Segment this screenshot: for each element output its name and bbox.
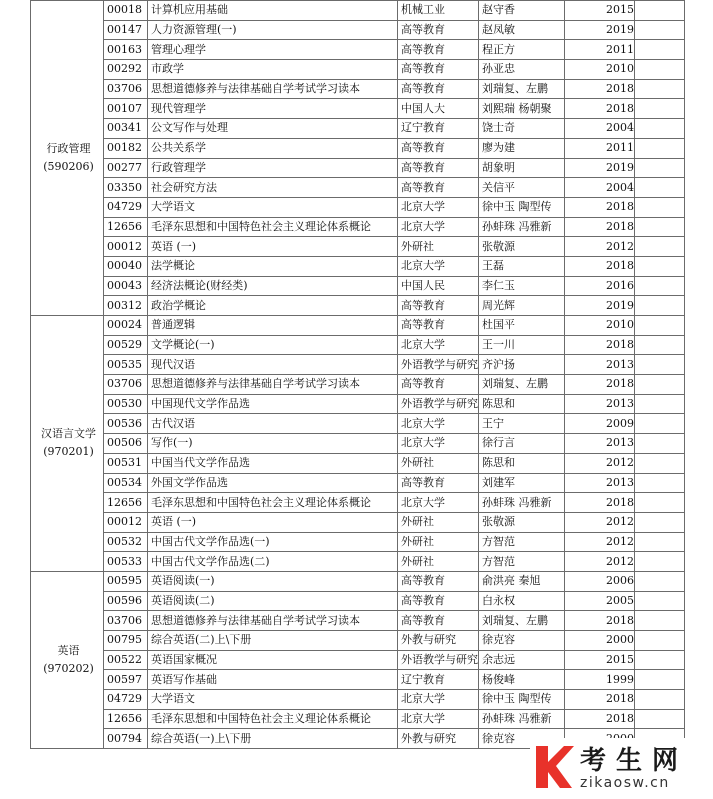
year-cell: 2012	[565, 532, 635, 552]
publisher-cell: 外研社	[398, 453, 479, 473]
empty-cell	[635, 434, 685, 454]
course-name-cell: 古代汉语	[148, 414, 398, 434]
author-cell: 程正方	[479, 40, 565, 60]
author-cell: 李仁玉	[479, 276, 565, 296]
empty-cell	[635, 571, 685, 591]
table-row	[31, 138, 685, 158]
publisher-cell: 中国人民	[398, 276, 479, 296]
year-cell: 2011	[565, 138, 635, 158]
course-name-cell: 英语阅读(二)	[148, 591, 398, 611]
empty-cell	[635, 375, 685, 395]
table-row	[31, 552, 685, 572]
author-cell: 杨俊峰	[479, 670, 565, 690]
author-cell: 徐中玉 陶型传	[479, 690, 565, 710]
major-code: (970201)	[43, 445, 94, 459]
major-code: (970202)	[43, 662, 94, 676]
course-name-cell: 市政学	[148, 60, 398, 80]
publisher-cell: 高等教育	[398, 60, 479, 80]
author-cell: 王宁	[479, 414, 565, 434]
author-cell: 关信平	[479, 178, 565, 198]
course-code-cell: 00597	[104, 670, 148, 690]
course-code-cell: 03706	[104, 611, 148, 631]
author-cell: 周光辉	[479, 296, 565, 316]
course-name-cell: 英语写作基础	[148, 670, 398, 690]
empty-cell	[635, 709, 685, 729]
author-cell: 方智范	[479, 552, 565, 572]
course-name-cell: 综合英语(二)上\下册	[148, 631, 398, 651]
course-code-cell: 00536	[104, 414, 148, 434]
course-code-cell: 03706	[104, 79, 148, 99]
publisher-cell: 高等教育	[398, 40, 479, 60]
empty-cell	[635, 158, 685, 178]
course-name-cell: 思想道德修养与法律基础自学考试学习读本	[148, 79, 398, 99]
empty-cell	[635, 197, 685, 217]
publisher-cell: 外教与研究	[398, 729, 479, 749]
publisher-cell: 高等教育	[398, 611, 479, 631]
empty-cell	[635, 690, 685, 710]
table-row	[31, 335, 685, 355]
publisher-cell: 高等教育	[398, 473, 479, 493]
author-cell: 刘熙瑞 杨朝聚	[479, 99, 565, 119]
empty-cell	[635, 316, 685, 336]
course-name-cell: 社会研究方法	[148, 178, 398, 198]
major-cell	[31, 1, 104, 316]
empty-cell	[635, 99, 685, 119]
course-code-cell: 00595	[104, 571, 148, 591]
course-code-cell: 00043	[104, 276, 148, 296]
year-cell: 2018	[565, 197, 635, 217]
author-cell: 张敬源	[479, 237, 565, 257]
empty-cell	[635, 493, 685, 513]
table-row	[31, 20, 685, 40]
course-code-cell: 03706	[104, 375, 148, 395]
empty-cell	[635, 40, 685, 60]
table-row	[31, 532, 685, 552]
table-row	[31, 197, 685, 217]
publisher-cell: 高等教育	[398, 79, 479, 99]
course-name-cell: 毛泽东思想和中国特色社会主义理论体系概论	[148, 709, 398, 729]
empty-cell	[635, 237, 685, 257]
author-cell: 胡象明	[479, 158, 565, 178]
empty-cell	[635, 512, 685, 532]
year-cell: 2018	[565, 709, 635, 729]
publisher-cell: 辽宁教育	[398, 119, 479, 139]
year-cell: 2000	[565, 631, 635, 651]
course-code-cell: 03350	[104, 178, 148, 198]
year-cell: 2019	[565, 158, 635, 178]
course-name-cell: 英语 (一)	[148, 237, 398, 257]
major-code: (590206)	[43, 160, 94, 173]
major-name: 英语	[57, 644, 80, 658]
author-cell: 徐行言	[479, 434, 565, 454]
table-row	[31, 178, 685, 198]
year-cell: 2011	[565, 40, 635, 60]
author-cell: 饶士奇	[479, 119, 565, 139]
year-cell: 2012	[565, 237, 635, 257]
empty-cell	[635, 20, 685, 40]
publisher-cell: 北京大学	[398, 335, 479, 355]
watermark-logo	[530, 738, 713, 799]
course-name-cell: 中国当代文学作品选	[148, 453, 398, 473]
author-cell: 孙蚌珠 冯雅新	[479, 217, 565, 237]
watermark-brand: 考生网	[580, 746, 689, 776]
course-name-cell: 写作(一)	[148, 434, 398, 454]
author-cell: 刘瑞复、左鹏	[479, 375, 565, 395]
empty-cell	[635, 670, 685, 690]
empty-cell	[635, 119, 685, 139]
author-cell: 陈思和	[479, 394, 565, 414]
author-cell: 杜国平	[479, 316, 565, 336]
course-name-cell: 思想道德修养与法律基础自学考试学习读本	[148, 375, 398, 395]
table-row	[31, 237, 685, 257]
year-cell: 2016	[565, 276, 635, 296]
author-cell: 徐克容	[479, 631, 565, 651]
year-cell: 2004	[565, 119, 635, 139]
author-cell: 余志远	[479, 650, 565, 670]
course-code-cell: 12656	[104, 709, 148, 729]
course-code-cell: 00534	[104, 473, 148, 493]
author-cell: 徐克容	[479, 729, 565, 749]
publisher-cell: 高等教育	[398, 20, 479, 40]
course-code-cell: 00163	[104, 40, 148, 60]
empty-cell	[635, 414, 685, 434]
course-name-cell: 大学语文	[148, 690, 398, 710]
k-logo-icon	[534, 740, 574, 790]
empty-cell	[635, 60, 685, 80]
course-name-cell: 经济法概论(财经类)	[148, 276, 398, 296]
publisher-cell: 外语教学与研究	[398, 355, 479, 375]
publisher-cell: 高等教育	[398, 178, 479, 198]
table-row	[31, 1, 685, 21]
table-row	[31, 355, 685, 375]
course-name-cell: 英语 (一)	[148, 512, 398, 532]
table-row	[31, 611, 685, 631]
year-cell: 2010	[565, 316, 635, 336]
publisher-cell: 高等教育	[398, 591, 479, 611]
course-code-cell: 00312	[104, 296, 148, 316]
major-cell	[31, 571, 104, 748]
empty-cell	[635, 335, 685, 355]
course-code-cell: 00182	[104, 138, 148, 158]
publisher-cell: 北京大学	[398, 256, 479, 276]
year-cell: 2015	[565, 650, 635, 670]
course-name-cell: 毛泽东思想和中国特色社会主义理论体系概论	[148, 217, 398, 237]
table-row	[31, 276, 685, 296]
publisher-cell: 高等教育	[398, 316, 479, 336]
year-cell: 2010	[565, 60, 635, 80]
course-code-cell: 00040	[104, 256, 148, 276]
year-cell: 2013	[565, 434, 635, 454]
author-cell: 孙亚忠	[479, 60, 565, 80]
year-cell: 2019	[565, 296, 635, 316]
year-cell: 2012	[565, 512, 635, 532]
year-cell: 2004	[565, 178, 635, 198]
table-row	[31, 631, 685, 651]
course-code-cell: 00024	[104, 316, 148, 336]
course-code-cell: 12656	[104, 493, 148, 513]
author-cell: 方智范	[479, 532, 565, 552]
table-row	[31, 60, 685, 80]
major-name: 行政管理	[46, 142, 91, 155]
empty-cell	[635, 394, 685, 414]
table-row	[31, 375, 685, 395]
course-name-cell: 公文写作与处理	[148, 119, 398, 139]
publisher-cell: 高等教育	[398, 571, 479, 591]
course-name-cell: 中国古代文学作品选(一)	[148, 532, 398, 552]
course-code-cell: 00012	[104, 512, 148, 532]
course-name-cell: 人力资源管理(一)	[148, 20, 398, 40]
watermark-url: zikaosw.cn	[580, 775, 670, 791]
year-cell: 2018	[565, 335, 635, 355]
year-cell: 2006	[565, 571, 635, 591]
textbook-table	[30, 0, 685, 749]
table-row	[31, 394, 685, 414]
publisher-cell: 高等教育	[398, 375, 479, 395]
table-row	[31, 256, 685, 276]
author-cell: 张敬源	[479, 512, 565, 532]
publisher-cell: 高等教育	[398, 158, 479, 178]
year-cell: 2018	[565, 690, 635, 710]
course-name-cell: 外国文学作品选	[148, 473, 398, 493]
course-code-cell: 00147	[104, 20, 148, 40]
course-name-cell: 英语国家概况	[148, 650, 398, 670]
year-cell: 2019	[565, 20, 635, 40]
course-code-cell: 00107	[104, 99, 148, 119]
table-row	[31, 473, 685, 493]
author-cell: 陈思和	[479, 453, 565, 473]
author-cell: 孙蚌珠 冯雅新	[479, 709, 565, 729]
year-cell: 2018	[565, 79, 635, 99]
course-name-cell: 法学概论	[148, 256, 398, 276]
year-cell: 2009	[565, 414, 635, 434]
author-cell: 孙蚌珠 冯雅新	[479, 493, 565, 513]
publisher-cell: 外研社	[398, 552, 479, 572]
table-row	[31, 670, 685, 690]
course-code-cell: 00529	[104, 335, 148, 355]
publisher-cell: 北京大学	[398, 434, 479, 454]
empty-cell	[635, 276, 685, 296]
publisher-cell: 北京大学	[398, 414, 479, 434]
year-cell: 2013	[565, 355, 635, 375]
table-row	[31, 217, 685, 237]
empty-cell	[635, 591, 685, 611]
author-cell: 赵守香	[479, 1, 565, 21]
publisher-cell: 北京大学	[398, 690, 479, 710]
course-name-cell: 现代管理学	[148, 99, 398, 119]
empty-cell	[635, 355, 685, 375]
publisher-cell: 辽宁教育	[398, 670, 479, 690]
course-code-cell: 04729	[104, 197, 148, 217]
author-cell: 王磊	[479, 256, 565, 276]
publisher-cell: 北京大学	[398, 217, 479, 237]
year-cell: 2013	[565, 394, 635, 414]
year-cell: 2013	[565, 473, 635, 493]
publisher-cell: 北京大学	[398, 493, 479, 513]
empty-cell	[635, 178, 685, 198]
author-cell: 徐中玉 陶型传	[479, 197, 565, 217]
course-name-cell: 普通逻辑	[148, 316, 398, 336]
author-cell: 刘瑞复、左鹏	[479, 611, 565, 631]
table-row	[31, 493, 685, 513]
empty-cell	[635, 217, 685, 237]
empty-cell	[635, 552, 685, 572]
course-name-cell: 中国现代文学作品选	[148, 394, 398, 414]
year-cell: 2018	[565, 256, 635, 276]
table-row	[31, 158, 685, 178]
author-cell: 廖为建	[479, 138, 565, 158]
publisher-cell: 北京大学	[398, 709, 479, 729]
year-cell: 2015	[565, 1, 635, 21]
course-code-cell: 00795	[104, 631, 148, 651]
empty-cell	[635, 79, 685, 99]
author-cell: 王一川	[479, 335, 565, 355]
table-row	[31, 591, 685, 611]
course-name-cell: 综合英语(一)上\下册	[148, 729, 398, 749]
table-row	[31, 650, 685, 670]
table-row	[31, 414, 685, 434]
course-code-cell: 00535	[104, 355, 148, 375]
table-row	[31, 453, 685, 473]
table-body	[31, 1, 685, 749]
publisher-cell: 外语教学与研究	[398, 650, 479, 670]
publisher-cell: 外语教学与研究	[398, 394, 479, 414]
empty-cell	[635, 1, 685, 21]
author-cell: 白永权	[479, 591, 565, 611]
course-name-cell: 公共关系学	[148, 138, 398, 158]
table-row	[31, 316, 685, 336]
empty-cell	[635, 473, 685, 493]
publisher-cell: 外研社	[398, 532, 479, 552]
author-cell: 刘瑞复、左鹏	[479, 79, 565, 99]
publisher-cell: 外研社	[398, 512, 479, 532]
publisher-cell: 高等教育	[398, 138, 479, 158]
table-row	[31, 296, 685, 316]
publisher-cell: 中国人大	[398, 99, 479, 119]
course-code-cell: 00341	[104, 119, 148, 139]
year-cell: 2018	[565, 217, 635, 237]
course-name-cell: 英语阅读(一)	[148, 571, 398, 591]
course-code-cell: 12656	[104, 217, 148, 237]
course-code-cell: 00292	[104, 60, 148, 80]
table-row	[31, 512, 685, 532]
course-code-cell: 00532	[104, 532, 148, 552]
publisher-cell: 机械工业	[398, 1, 479, 21]
table-row	[31, 709, 685, 729]
course-name-cell: 现代汉语	[148, 355, 398, 375]
course-code-cell: 00596	[104, 591, 148, 611]
table-row	[31, 40, 685, 60]
year-cell: 2012	[565, 552, 635, 572]
publisher-cell: 高等教育	[398, 296, 479, 316]
year-cell: 2012	[565, 453, 635, 473]
course-name-cell: 计算机应用基础	[148, 1, 398, 21]
publisher-cell: 外教与研究	[398, 631, 479, 651]
course-name-cell: 行政管理学	[148, 158, 398, 178]
author-cell: 赵凤敏	[479, 20, 565, 40]
empty-cell	[635, 296, 685, 316]
empty-cell	[635, 611, 685, 631]
year-cell: 2005	[565, 591, 635, 611]
course-code-cell: 00530	[104, 394, 148, 414]
course-code-cell: 00018	[104, 1, 148, 21]
empty-cell	[635, 138, 685, 158]
table-row	[31, 690, 685, 710]
year-cell: 2018	[565, 493, 635, 513]
course-name-cell: 政治学概论	[148, 296, 398, 316]
course-name-cell: 中国古代文学作品选(二)	[148, 552, 398, 572]
major-name: 汉语言文学	[41, 427, 96, 441]
empty-cell	[635, 631, 685, 651]
course-code-cell: 00506	[104, 434, 148, 454]
author-cell: 齐沪扬	[479, 355, 565, 375]
course-code-cell: 00533	[104, 552, 148, 572]
course-code-cell: 00794	[104, 729, 148, 749]
course-name-cell: 大学语文	[148, 197, 398, 217]
empty-cell	[635, 453, 685, 473]
course-name-cell: 管理心理学	[148, 40, 398, 60]
author-cell: 俞洪亮 秦旭	[479, 571, 565, 591]
table-row	[31, 119, 685, 139]
empty-cell	[635, 532, 685, 552]
table-row	[31, 79, 685, 99]
course-code-cell: 00531	[104, 453, 148, 473]
course-name-cell: 毛泽东思想和中国特色社会主义理论体系概论	[148, 493, 398, 513]
year-cell: 2018	[565, 99, 635, 119]
table-row	[31, 571, 685, 591]
course-code-cell: 04729	[104, 690, 148, 710]
publisher-cell: 北京大学	[398, 197, 479, 217]
course-code-cell: 00522	[104, 650, 148, 670]
table-row	[31, 99, 685, 119]
author-cell: 刘建军	[479, 473, 565, 493]
course-name-cell: 文学概论(一)	[148, 335, 398, 355]
year-cell: 2018	[565, 375, 635, 395]
major-cell	[31, 316, 104, 572]
empty-cell	[635, 256, 685, 276]
course-name-cell: 思想道德修养与法律基础自学考试学习读本	[148, 611, 398, 631]
year-cell: 1999	[565, 670, 635, 690]
table-row	[31, 434, 685, 454]
publisher-cell: 外研社	[398, 237, 479, 257]
year-cell: 2018	[565, 611, 635, 631]
empty-cell	[635, 650, 685, 670]
course-code-cell: 00012	[104, 237, 148, 257]
course-code-cell: 00277	[104, 158, 148, 178]
